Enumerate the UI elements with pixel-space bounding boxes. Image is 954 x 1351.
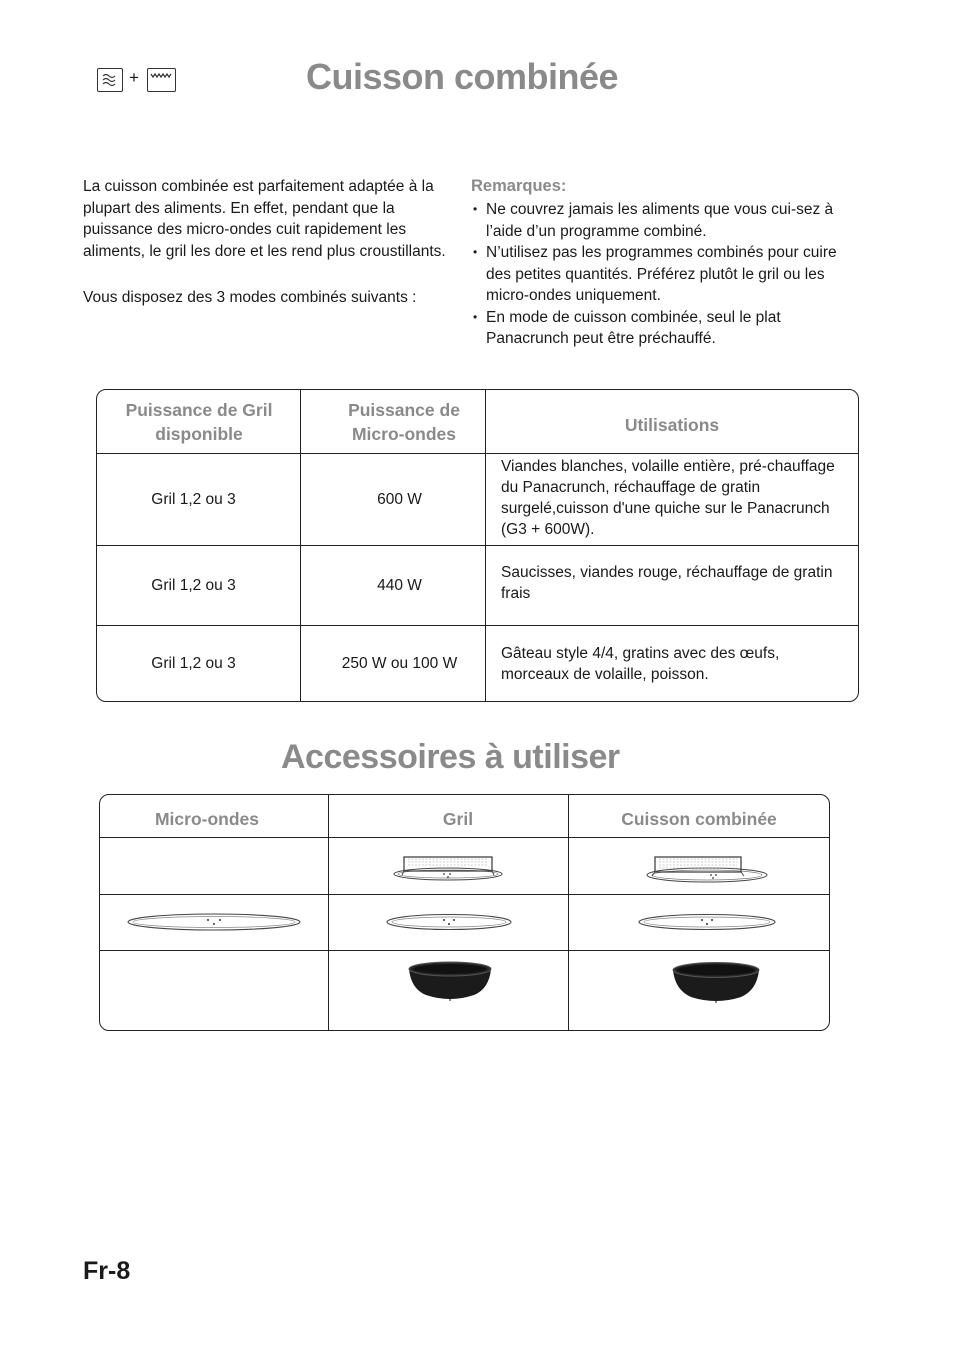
acc-header-microwave: Micro-ondes xyxy=(154,809,260,829)
row3-grill: Gril 1,2 ou 3 xyxy=(151,655,236,672)
row2-uses: Saucisses, viandes rouge, réchauffage de gratin frais xyxy=(501,563,833,602)
row2-power: 440 W xyxy=(377,577,422,594)
microwave-icon xyxy=(97,68,123,92)
mode-icons xyxy=(96,67,178,93)
accessories-table xyxy=(99,794,830,1031)
row1-uses: Viandes blanches, volaille entière, pré-chauffage du Panacrunch, réchauffage de gratin surgelé,cuisson d'une quiche sur le Panacrunch (G3 + 600W). xyxy=(501,457,835,538)
wire-rack-icon xyxy=(645,853,769,885)
turntable-icon xyxy=(385,911,513,933)
remarks-list xyxy=(471,199,843,350)
remark-item: • Ne couvrez jamais les aliments que vous cui-sez à l’aide d’un programme combiné. xyxy=(471,199,843,242)
modes-table xyxy=(96,389,859,702)
panacrunch-pan-icon xyxy=(406,959,494,1003)
panacrunch-pan-icon xyxy=(670,959,762,1005)
turntable-icon xyxy=(126,911,302,933)
remarks-heading: Remarques: xyxy=(471,177,567,195)
accessories-title: Accessoires à utiliser xyxy=(281,738,620,776)
row1-power: 600 W xyxy=(377,491,422,508)
row1-grill: Gril 1,2 ou 3 xyxy=(151,491,236,508)
intro-paragraph: La cuisson combinée est parfaitement adaptée à la plupart des aliments. En effet, pendant que la puissance des micro-ondes cuit rapidement les aliments, le gril les dore et les rend plus croustillants. xyxy=(83,178,446,260)
wire-rack-icon xyxy=(392,853,504,883)
acc-header-combined: Cuisson combinée xyxy=(621,809,777,829)
page-title: Cuisson combinée xyxy=(306,56,619,97)
acc-header-grill: Gril xyxy=(442,809,474,829)
header-grill-power: Puissance de Gril disponible xyxy=(125,399,273,444)
row3-uses: Gâteau style 4/4, gratins avec des œufs, morceaux de volaille, poisson. xyxy=(501,644,780,683)
intro-modes-text: Vous disposez des 3 modes combinés suivants : xyxy=(83,289,417,306)
header-uses: Utilisations xyxy=(624,415,720,435)
page-number: Fr-8 xyxy=(83,1257,131,1285)
remark-item: • En mode de cuisson combinée, seul le plat Panacrunch peut être préchauffé. xyxy=(471,307,843,350)
remark-item: • N’utilisez pas les programmes combinés pour cuire des petites quantités. Préférez plutôt le gril ou les micro-ondes uniquement. xyxy=(471,242,843,307)
grill-icon xyxy=(147,68,176,92)
turntable-icon xyxy=(637,911,777,933)
row2-grill: Gril 1,2 ou 3 xyxy=(151,577,236,594)
row3-power: 250 W ou 100 W xyxy=(341,655,458,672)
plus-sign: + xyxy=(129,68,139,87)
header-microwave-power: Puissance de Micro-ondes xyxy=(348,399,460,444)
